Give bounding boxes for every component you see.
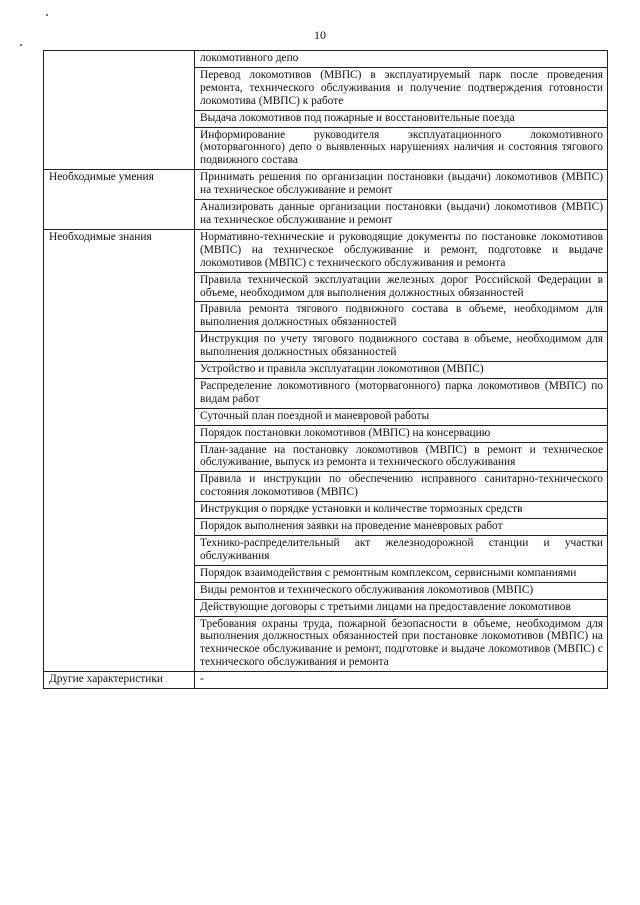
section-label: Другие характеристики bbox=[44, 672, 195, 689]
requirement-item: Нормативно-технические и руководящие документы по постановке локомотивов (МВПС) на техническое обслуживание и ремонт, подготовке и выдаче локомотивов (МВПС) с технического обслуживания и ремонта bbox=[195, 229, 608, 272]
requirement-item: Информирование руководителя эксплуатационного локомотивного (моторвагонного) депо о выявленных нарушениях наличия и состояния тягового подвижного состава bbox=[195, 127, 608, 170]
requirement-item: Требования охраны труда, пожарной безопасности в объеме, необходимом для выполнения должностных обязанностей при постановке локомотивов (МВПС) на техническое обслуживание и ремонт, подготовке и выдаче локомотивов (МВПС) с технического обслуживания и ремонта bbox=[195, 616, 608, 672]
requirement-item: Распределение локомотивного (моторвагонного) парка локомотивов (МВПС) по видам работ bbox=[195, 378, 608, 408]
requirement-item: Правила ремонта тягового подвижного состава в объеме, необходимом для выполнения должностных обязанностей bbox=[195, 302, 608, 332]
requirement-item: Инструкция о порядке установки и количестве тормозных средств bbox=[195, 502, 608, 519]
requirement-item: локомотивного депо bbox=[195, 51, 608, 68]
table-row bbox=[44, 672, 608, 689]
requirement-item: Анализировать данные организации постановки (выдачи) локомотивов (МВПС) на техническое обслуживание и ремонт bbox=[195, 200, 608, 230]
requirement-item: Правила технической эксплуатации железных дорог Российской Федерации в объеме, необходимом для выполнения должностных обязанностей bbox=[195, 272, 608, 302]
requirement-item: План-задание на постановку локомотивов (МВПС) в ремонт и техническое обслуживание, выпуск из ремонта и технического обслуживания bbox=[195, 442, 608, 472]
page-number: 10 bbox=[314, 28, 326, 42]
requirement-item: Принимать решения по организации постановки (выдачи) локомотивов (МВПС) на техническое обслуживание и ремонт bbox=[195, 170, 608, 200]
competency-table bbox=[43, 50, 608, 689]
requirement-item: Технико-распределительный акт железнодорожной станции и участки обслуживания bbox=[195, 536, 608, 566]
requirement-item: Виды ремонтов и технического обслуживания локомотивов (МВПС) bbox=[195, 582, 608, 599]
scan-speck bbox=[20, 44, 22, 46]
requirement-item: Устройство и правила эксплуатации локомотивов (МВПС) bbox=[195, 362, 608, 379]
requirement-item: Инструкция по учету тягового подвижного состава в объеме, необходимом для выполнения должностных обязанностей bbox=[195, 332, 608, 362]
section-label: Необходимые умения bbox=[44, 170, 195, 230]
requirement-item: Выдача локомотивов под пожарные и восстановительные поезда bbox=[195, 110, 608, 127]
requirement-item: Суточный план поездной и маневровой работы bbox=[195, 408, 608, 425]
requirement-item: Порядок постановки локомотивов (МВПС) на консервацию bbox=[195, 425, 608, 442]
table-row bbox=[44, 229, 608, 272]
requirement-item: Порядок выполнения заявки на проведение маневровых работ bbox=[195, 519, 608, 536]
section-label: Необходимые знания bbox=[44, 229, 195, 671]
table-body bbox=[44, 51, 608, 689]
table-row bbox=[44, 170, 608, 200]
table-row bbox=[44, 51, 608, 68]
requirement-item: Действующие договоры с третьими лицами на предоставление локомотивов bbox=[195, 599, 608, 616]
requirement-item: Перевод локомотивов (МВПС) в эксплуатируемый парк после проведения ремонта, технического обслуживания и получение подтверждения готовности локомотива (МВПС) к работе bbox=[195, 67, 608, 110]
requirement-item: Правила и инструкции по обеспечению исправного санитарно-технического состояния локомотивов (МВПС) bbox=[195, 472, 608, 502]
requirement-item: - bbox=[195, 672, 608, 689]
scan-speck bbox=[46, 14, 48, 16]
requirement-item: Порядок взаимодействия с ремонтным комплексом, сервисными компаниями bbox=[195, 565, 608, 582]
section-label bbox=[44, 51, 195, 170]
